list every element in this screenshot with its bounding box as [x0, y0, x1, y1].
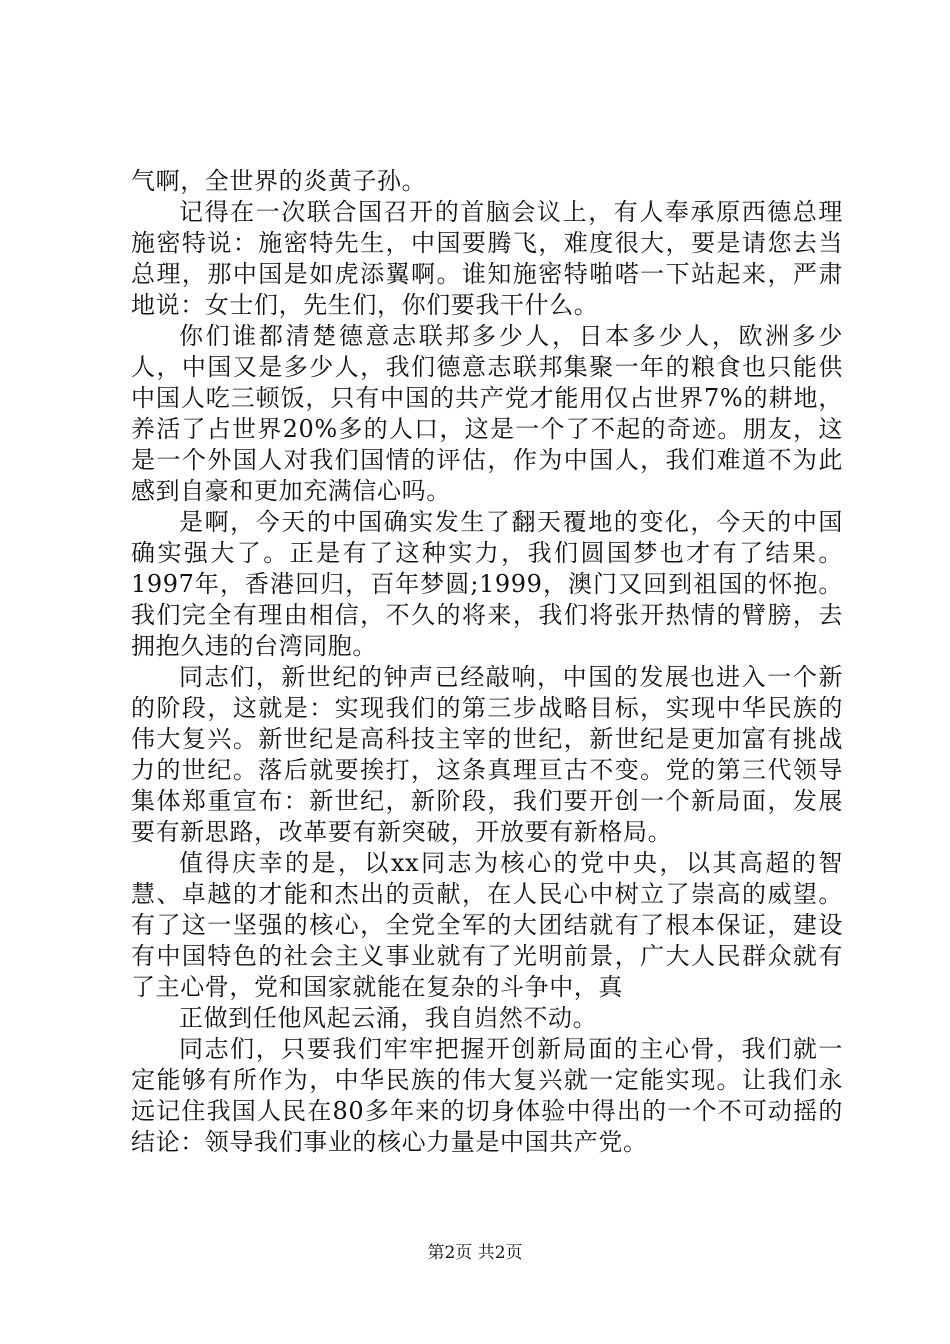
paragraph-7: 正做到任他风起云涌，我自岿然不动。 [179, 1004, 598, 1032]
paragraph-4: 是啊，今天的中国确实发生了翻天覆地的变化，今天的中国确实强大了。正是有了这种实力，我们圆国梦也才有了结果。1997年，香港回归，百年梦圆;1999，澳门又回到祖国的怀抱。我们完全有理由相信，不久的将来，我们将张开热情的臂膀，去拥抱久违的台湾同胞。 [131, 508, 843, 660]
paragraph-5: 同志们，新世纪的钟声已经敲响，中国的发展也进入一个新的阶段，这就是：实现我们的第三步战略目标，实现中华民族的伟大复兴。新世纪是高科技主宰的世纪，新世纪是更加富有挑战力的世纪。落后就要挨打，这条真理亘古不变。党的第三代领导集体郑重宣布：新世纪，新阶段，我们要开创一个新局面，发展要有新思路，改革要有新突破，开放要有新格局。 [131, 663, 843, 846]
document-body [131, 166, 843, 1158]
page-number-footer: 第2页 共2页 [427, 1243, 523, 1263]
paragraph-6: 值得庆幸的是，以xx同志为核心的党中央，以其高超的智慧、卓越的才能和杰出的贡献，在人民心中树立了崇高的威望。有了这一坚强的核心，全党全军的大团结就有了根本保证，建设有中国特色的社会主义事业就有了光明前景，广大人民群众就有了主心骨，党和国家就能在复杂的斗争中，真 [131, 849, 843, 1001]
paragraph-2: 记得在一次联合国召开的首脑会议上，有人奉承原西德总理施密特说：施密特先生，中国要腾飞，难度很大，要是请您去当总理，那中国是如虎添翼啊。谁知施密特啪嗒一下站起来，严肃地说：女士们，先生们，你们要我干什么。 [131, 198, 843, 319]
paragraph-3: 你们谁都清楚德意志联邦多少人，日本多少人，欧洲多少人，中国又是多少人，我们德意志联邦集聚一年的粮食也只能供中国人吃三顿饭，只有中国的共产党才能用仅占世界7%的耕地，养活了占世界20%多的人口，这是一个了不起的奇迹。朋友，这是一个外国人对我们国情的评估，作为中国人，我们难道不为此感到自豪和更加充满信心吗。 [131, 322, 843, 505]
paragraph-1: 气啊，全世界的炎黄子孙。 [131, 167, 427, 195]
paragraph-8: 同志们，只要我们牢牢把握开创新局面的主心骨，我们就一定能够有所作为，中华民族的伟大复兴就一定能实现。让我们永远记住我国人民在80多年来的切身体验中得出的一个不可动摇的结论：领导我们事业的核心力量是中国共产党。 [131, 1035, 843, 1156]
